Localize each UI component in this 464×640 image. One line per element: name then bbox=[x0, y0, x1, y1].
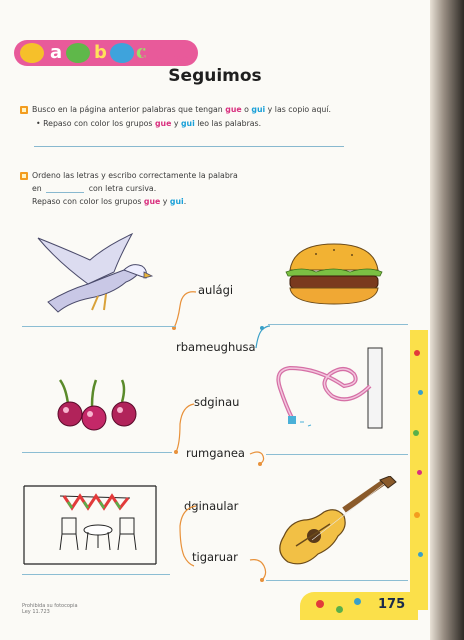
corner-dot-red bbox=[316, 600, 324, 608]
banner-letter-b: b bbox=[94, 42, 107, 63]
banner-subtitle-line2: animamos? bbox=[140, 54, 194, 64]
answer-line-room[interactable] bbox=[22, 574, 170, 575]
instruction1-before: Busco en la página anterior palabras que tengan bbox=[32, 105, 226, 114]
instruction1-answer-line[interactable] bbox=[34, 146, 344, 147]
instruction1-subtext bbox=[36, 118, 261, 129]
page-title: Seguimos bbox=[168, 66, 262, 86]
footer-line1: Prohibida su fotocopia bbox=[22, 603, 78, 609]
banner-blob-blue bbox=[110, 43, 134, 63]
cherries-image bbox=[56, 378, 146, 434]
banner-letter-a: a bbox=[50, 42, 63, 63]
instruction2-blank-line[interactable] bbox=[46, 192, 84, 193]
banner-blob-yellow bbox=[20, 43, 44, 63]
scrambled-word-1: aulági bbox=[198, 283, 234, 297]
footer-legal bbox=[22, 603, 78, 615]
instruction1-sub-after: leo las palabras. bbox=[194, 119, 262, 128]
eagle-image bbox=[28, 232, 168, 316]
scrambled-word-2: rbameughusa bbox=[176, 340, 256, 354]
connector-curl-2 bbox=[252, 322, 272, 350]
connector-curl-6 bbox=[248, 556, 270, 582]
instruction2-bullet-icon bbox=[20, 172, 28, 180]
instruction1-or: o bbox=[241, 105, 252, 114]
connector-curl-3 bbox=[168, 400, 198, 456]
instruction1-sub-gui: gui bbox=[180, 119, 195, 128]
connector-curl-4 bbox=[248, 444, 268, 466]
instruction2-line3 bbox=[32, 196, 186, 207]
room-image bbox=[20, 484, 160, 566]
instruction2-line3-before: Repaso con color los grupos bbox=[32, 197, 144, 206]
book-edge bbox=[430, 0, 464, 640]
connector-curl-5 bbox=[170, 502, 200, 572]
banner-subtitle bbox=[140, 44, 212, 64]
answer-line-cherries[interactable] bbox=[22, 452, 172, 453]
corner-dot-green bbox=[336, 606, 343, 613]
strip-dot-blue-2 bbox=[418, 552, 423, 557]
instruction1-bullet-icon bbox=[20, 106, 28, 114]
hose-image bbox=[270, 346, 390, 430]
instruction1-sub-before: • Repaso con color los grupos bbox=[36, 119, 155, 128]
instruction2-line1: Ordeno las letras y escribo correctamente la palabra bbox=[32, 171, 238, 180]
strip-dot-orange bbox=[414, 512, 420, 518]
answer-line-eagle[interactable] bbox=[22, 326, 176, 327]
banner-subtitle-line1: ¿Nos bbox=[140, 44, 163, 54]
instruction1-gue: gue bbox=[225, 105, 242, 114]
instruction1-gui: gui bbox=[251, 105, 266, 114]
instruction1-text bbox=[32, 104, 331, 115]
guitar-image bbox=[274, 476, 404, 566]
answer-line-guitar[interactable] bbox=[266, 580, 408, 581]
scrambled-word-3: sdginau bbox=[194, 395, 240, 409]
instruction2-line3-and: y bbox=[160, 197, 170, 206]
instruction1-sub-gue: gue bbox=[154, 119, 172, 128]
instruction2-line3-after: . bbox=[183, 197, 187, 206]
instruction2-line3-gui: gui bbox=[169, 197, 184, 206]
hamburger-image bbox=[282, 240, 386, 310]
banner-blob-green bbox=[66, 43, 90, 63]
instruction2-line3-gue: gue bbox=[143, 197, 161, 206]
answer-line-hose[interactable] bbox=[266, 454, 408, 455]
banner-letter-c: c bbox=[136, 42, 147, 63]
scrambled-word-5: dginaular bbox=[184, 499, 239, 513]
strip-dot-pink bbox=[417, 470, 422, 475]
strip-dot-blue bbox=[418, 390, 423, 395]
strip-dot-red bbox=[414, 350, 420, 356]
scrambled-word-4: rumganea bbox=[186, 446, 245, 460]
instruction1-after: y las copio aquí. bbox=[265, 105, 331, 114]
answer-line-hamburger[interactable] bbox=[268, 324, 408, 325]
corner-dot-blue bbox=[354, 598, 361, 605]
instruction2-line2-before: en bbox=[32, 184, 45, 193]
page-number: 175 bbox=[378, 597, 406, 612]
strip-dot-green bbox=[413, 430, 419, 436]
instruction2-line2-after: con letra cursiva. bbox=[86, 184, 157, 193]
footer-line2: Ley 11.723 bbox=[22, 609, 50, 615]
instruction1-sub-and: y bbox=[171, 119, 181, 128]
scrambled-word-6: tigaruar bbox=[192, 550, 238, 564]
